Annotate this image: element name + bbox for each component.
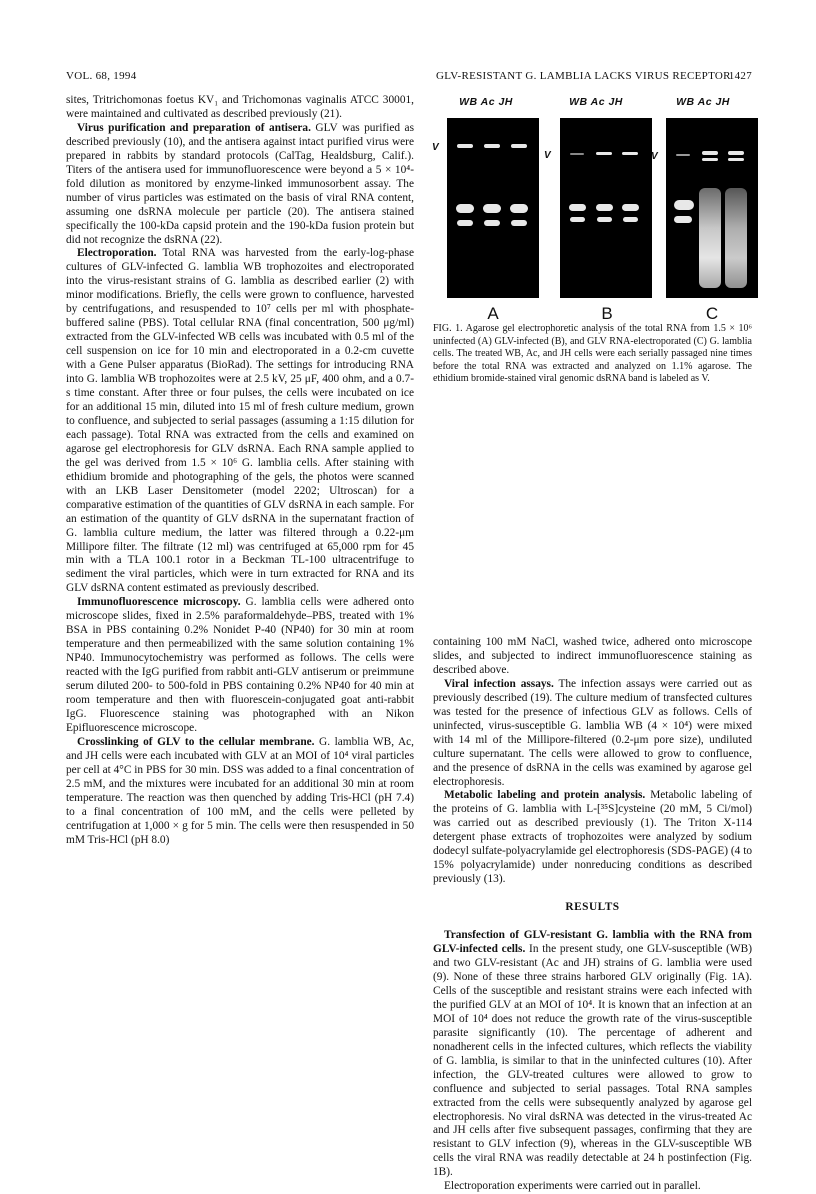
gel-panel-c (656, 96, 750, 110)
v-marker-a: V (432, 142, 439, 153)
panel-label-b: B (601, 304, 613, 323)
immunofluorescence-paragraph (66, 596, 414, 736)
gel-image-a (447, 118, 539, 298)
gel-panel-b (549, 96, 643, 110)
transfection-paragraph (433, 929, 752, 1180)
panel-label-c: C (705, 304, 719, 323)
page-number: 1427 (728, 70, 752, 82)
virus-text: GLV was purified as described previously (10), and the antisera against intact purified virus were prepared in rabbits by standard protocols (CalTag, Healdsburg, Calif.). Titers of the antisera used for immunofluorescence were beyond a 5 × 10⁴-fold dilution as monitored by enzyme-linked immunosorbent assay. The number of virus particles was estimated on the basis of viral RNA content, assuming one dsRNA molecule per particle (20). The antisera stained specifically the 100-kDa capsid protein and the 190-kDa fusion protein but did not recognize the dsRNA (22). (66, 121, 414, 246)
panel-label-a: A (487, 304, 499, 323)
metabolic-text: Metabolic labeling of the proteins of G. lamblia with L-[³⁵S]cysteine (20 mM, 5 Ci/mol) was carried out as described previously (1). The Triton X-114 detergent phase extracts of trophozoites were analyzed by sodium dodecyl sulfate-polyacrylamide gel electrophoresis (SDS-PAGE) (4 to 15% polyacrylamide) under nonreducing conditions as described previously (13). (433, 789, 753, 886)
gel-image-c (666, 118, 758, 298)
lane-labels: WB Ac JH (459, 96, 513, 108)
metabolic-paragraph (433, 789, 752, 887)
crosslinking-text: G. lamblia WB, Ac, and JH cells were each incubated with GLV at an MOI of 10⁴ viral particles per cell at 4°C in PBS for 30 min. DSS was added to a final concentration of 2.5 mM, and the mixtures were incubated for an additional 30 min at room temperature. The reaction was then quenched by adding Tris-HCl (pH 7.4) to a final concentration of 100 mM, and the cells were pelleted by centrifugation at 1,000 × g for 5 min. The cells were then resuspended in 50 mM Tris-HCl (pH 8.0) (66, 735, 415, 846)
infection-paragraph (433, 678, 752, 790)
continuation-paragraph: containing 100 mM NaCl, washed twice, adhered onto microscope slides, and subjected to indirect immunofluorescence staining as described above. (433, 636, 752, 676)
crosslinking-heading: Crosslinking of GLV to the cellular membrane. (77, 735, 315, 748)
electroporation-text: Total RNA was harvested from the early-log-phase cultures of GLV-infected G. lamblia WB trophozoites and electroporated into the virus-resistant strains of G. lamblia as described earlier (2) with minor modifications. Briefly, the cells were grown to confluence, harvested by centrifugations, and resuspended to 10⁷ cells per ml with phosphate-buffered saline (PBS). Total cellular RNA (final concentration, 500 μg/ml) extracted from the GLV-infected WB cells was incubated with 0.5 ml of the cell suspension on ice for 10 min and electroporated in a 0.2-cm cuvette with a Gene Pulser apparatus (BioRad). The settings for introducing RNA into G. lamblia WB trophozoites were at 2.5 kV, 25 μF, 400 ohm, and a 0.7-s time constant. After three or four pulses, the cells were incubated on ice for an additional 15 min, diluted into 15 ml of fresh culture medium, grown to confluence, and subjected to serial passages (assuming a 1:15 dilution for each passage). Total RNA was extracted from the cells and examined on agarose gel electrophoresis for GLV dsRNA. Each RNA sample applied to the gel was derived from 1.5 × 10⁶ G. lamblia cells. After staining with ethidium bromide and photographing of the gels, the photos were scanned with an LKB Laser Densitometer (model 2202; Ultroscan) for a comparative estimation of the quantities of GLV dsRNA in each sample. For an estimation of the quantity of GLV dsRNA in the supernatant fraction of G. lamblia culture medium, the latter was filtered through a 0.22-μm Millipore filter. The filtrate (12 ml) was centrifuged at 65,000 rpm for 45 min with a TLA 100.1 rotor in a Beckman TL-100 ultracentrifuge to sediment the viral particles, which were in turn extracted for RNA and its GLV dsRNA content estimated as previously described. (66, 247, 414, 595)
virus-paragraph (66, 122, 414, 248)
v-marker-b: V (544, 150, 551, 161)
right-column (433, 636, 752, 1194)
figure-1-gels (433, 96, 752, 326)
running-header (66, 70, 752, 86)
results-heading: RESULTS (565, 901, 620, 914)
lane-labels: WB Ac JH (676, 96, 730, 108)
metabolic-heading: Metabolic labeling and protein analysis. (444, 789, 646, 802)
virus-heading: Virus purification and preparation of antisera. (77, 121, 311, 134)
infection-text: The infection assays were carried out as previously described (19). The culture medium of transfected cultures was tested for the presence of infectious GLV as follows. Cells of uninfected, virus-susceptible G. lamblia WB (4 × 10⁴) were mixed with 14 ml of the Millipore-filtered (0.2-μm pore size), undiluted culture supernatant. The cells were allowed to grow to confluence, and the presence of dsRNA in the cells was examined by agarose gel electrophoresis. (433, 677, 752, 788)
crosslinking-paragraph (66, 736, 414, 848)
v-marker-c: V (651, 151, 658, 162)
transfection-text: In the present study, one GLV-susceptible (WB) and two GLV-resistant (Ac and JH) strains of G. lamblia were used (9). None of these three strains harbored GLV originally (Fig. 1A). Cells of the susceptible and resistant strains were each infected with the purified GLV at an MOI of 10⁴. It is known that an infection at an MOI of 10⁴ does not reduce the growth rate of the virus-susceptible parasite significantly (10). The percentage of adherent and nonadherent cells in the infected cultures, which reflects the viability of G. lamblia, is similar to that in the uninfected cultures (10). After infection, the GLV-treated cultures were allowed to grow to confluence and subjected to serial passages. Total RNA samples extracted from the cells were subsequently analyzed by agarose gel electrophoresis. No viral dsRNA was detected in the virus-treated Ac and JH cells after five subsequent passages, confirming that they are resistant to GLV infection (9), whereas in the GLV-susceptible WB cells the viral RNA was readily detectable at 24 h postinfection (Fig. 1B). (433, 943, 752, 1179)
immunofluorescence-text: G. lamblia cells were adhered onto microscope slides, fixed in 2.5% paraformaldehyde–PBS, treated with 1% BSA in PBS containing 0.2% Nonidet P-40 (NP40) for 30 min at room temperature and then permeabilized with the same solution containing 1% NP40. Immunocytochemistry was performed as follows. The cells were reacted with the IgG purified from rabbit anti-GLV antiserum or preimmune serum diluted 200- to 500-fold in PBS containing 0.2% NP40 for 40 min at room temperature and then with fluorescein-conjugated goat anti-rabbit IgG. Fluorescence staining was photographed with an Nikon Epifluorescence microscope. (66, 596, 414, 734)
volume-label: VOL. 68, 1994 (66, 70, 137, 82)
running-title: GLV-RESISTANT G. LAMBLIA LACKS VIRUS RECEPTOR (436, 70, 731, 82)
gel-panel-a (439, 96, 533, 110)
electroporation-heading: Electroporation. (77, 247, 157, 260)
left-column (66, 94, 414, 847)
electroporation-paragraph (66, 247, 414, 596)
infection-heading: Viral infection assays. (444, 677, 554, 690)
immunofluorescence-heading: Immunofluorescence microscopy. (77, 596, 241, 609)
lane-labels: WB Ac JH (569, 96, 623, 108)
figure-caption: FIG. 1. Agarose gel electrophoretic analysis of the total RNA from 1.5 × 10⁶ uninfected (A) GLV-infected (B), and GLV RNA-electroporated (C) G. lamblia cells. The treated WB, Ac, and JH cells were each serially passaged nine times before the total RNA was extracted and analyzed on 1.1% agarose. The ethidium bromide-stained viral genomic dsRNA band is labeled as V. (433, 323, 752, 384)
gel-image-b (560, 118, 652, 298)
transfection-heading: Transfection of GLV-resistant G. lamblia with the RNA from GLV-infected cells. (433, 929, 752, 956)
intro-paragraph: sites, Tritrichomonas foetus KV₁ and Trichomonas vaginalis ATCC 30001, were maintained and cultivated as described previously (21). (66, 94, 414, 120)
last-paragraph: Electroporation experiments were carried out in parallel. (444, 1180, 701, 1193)
